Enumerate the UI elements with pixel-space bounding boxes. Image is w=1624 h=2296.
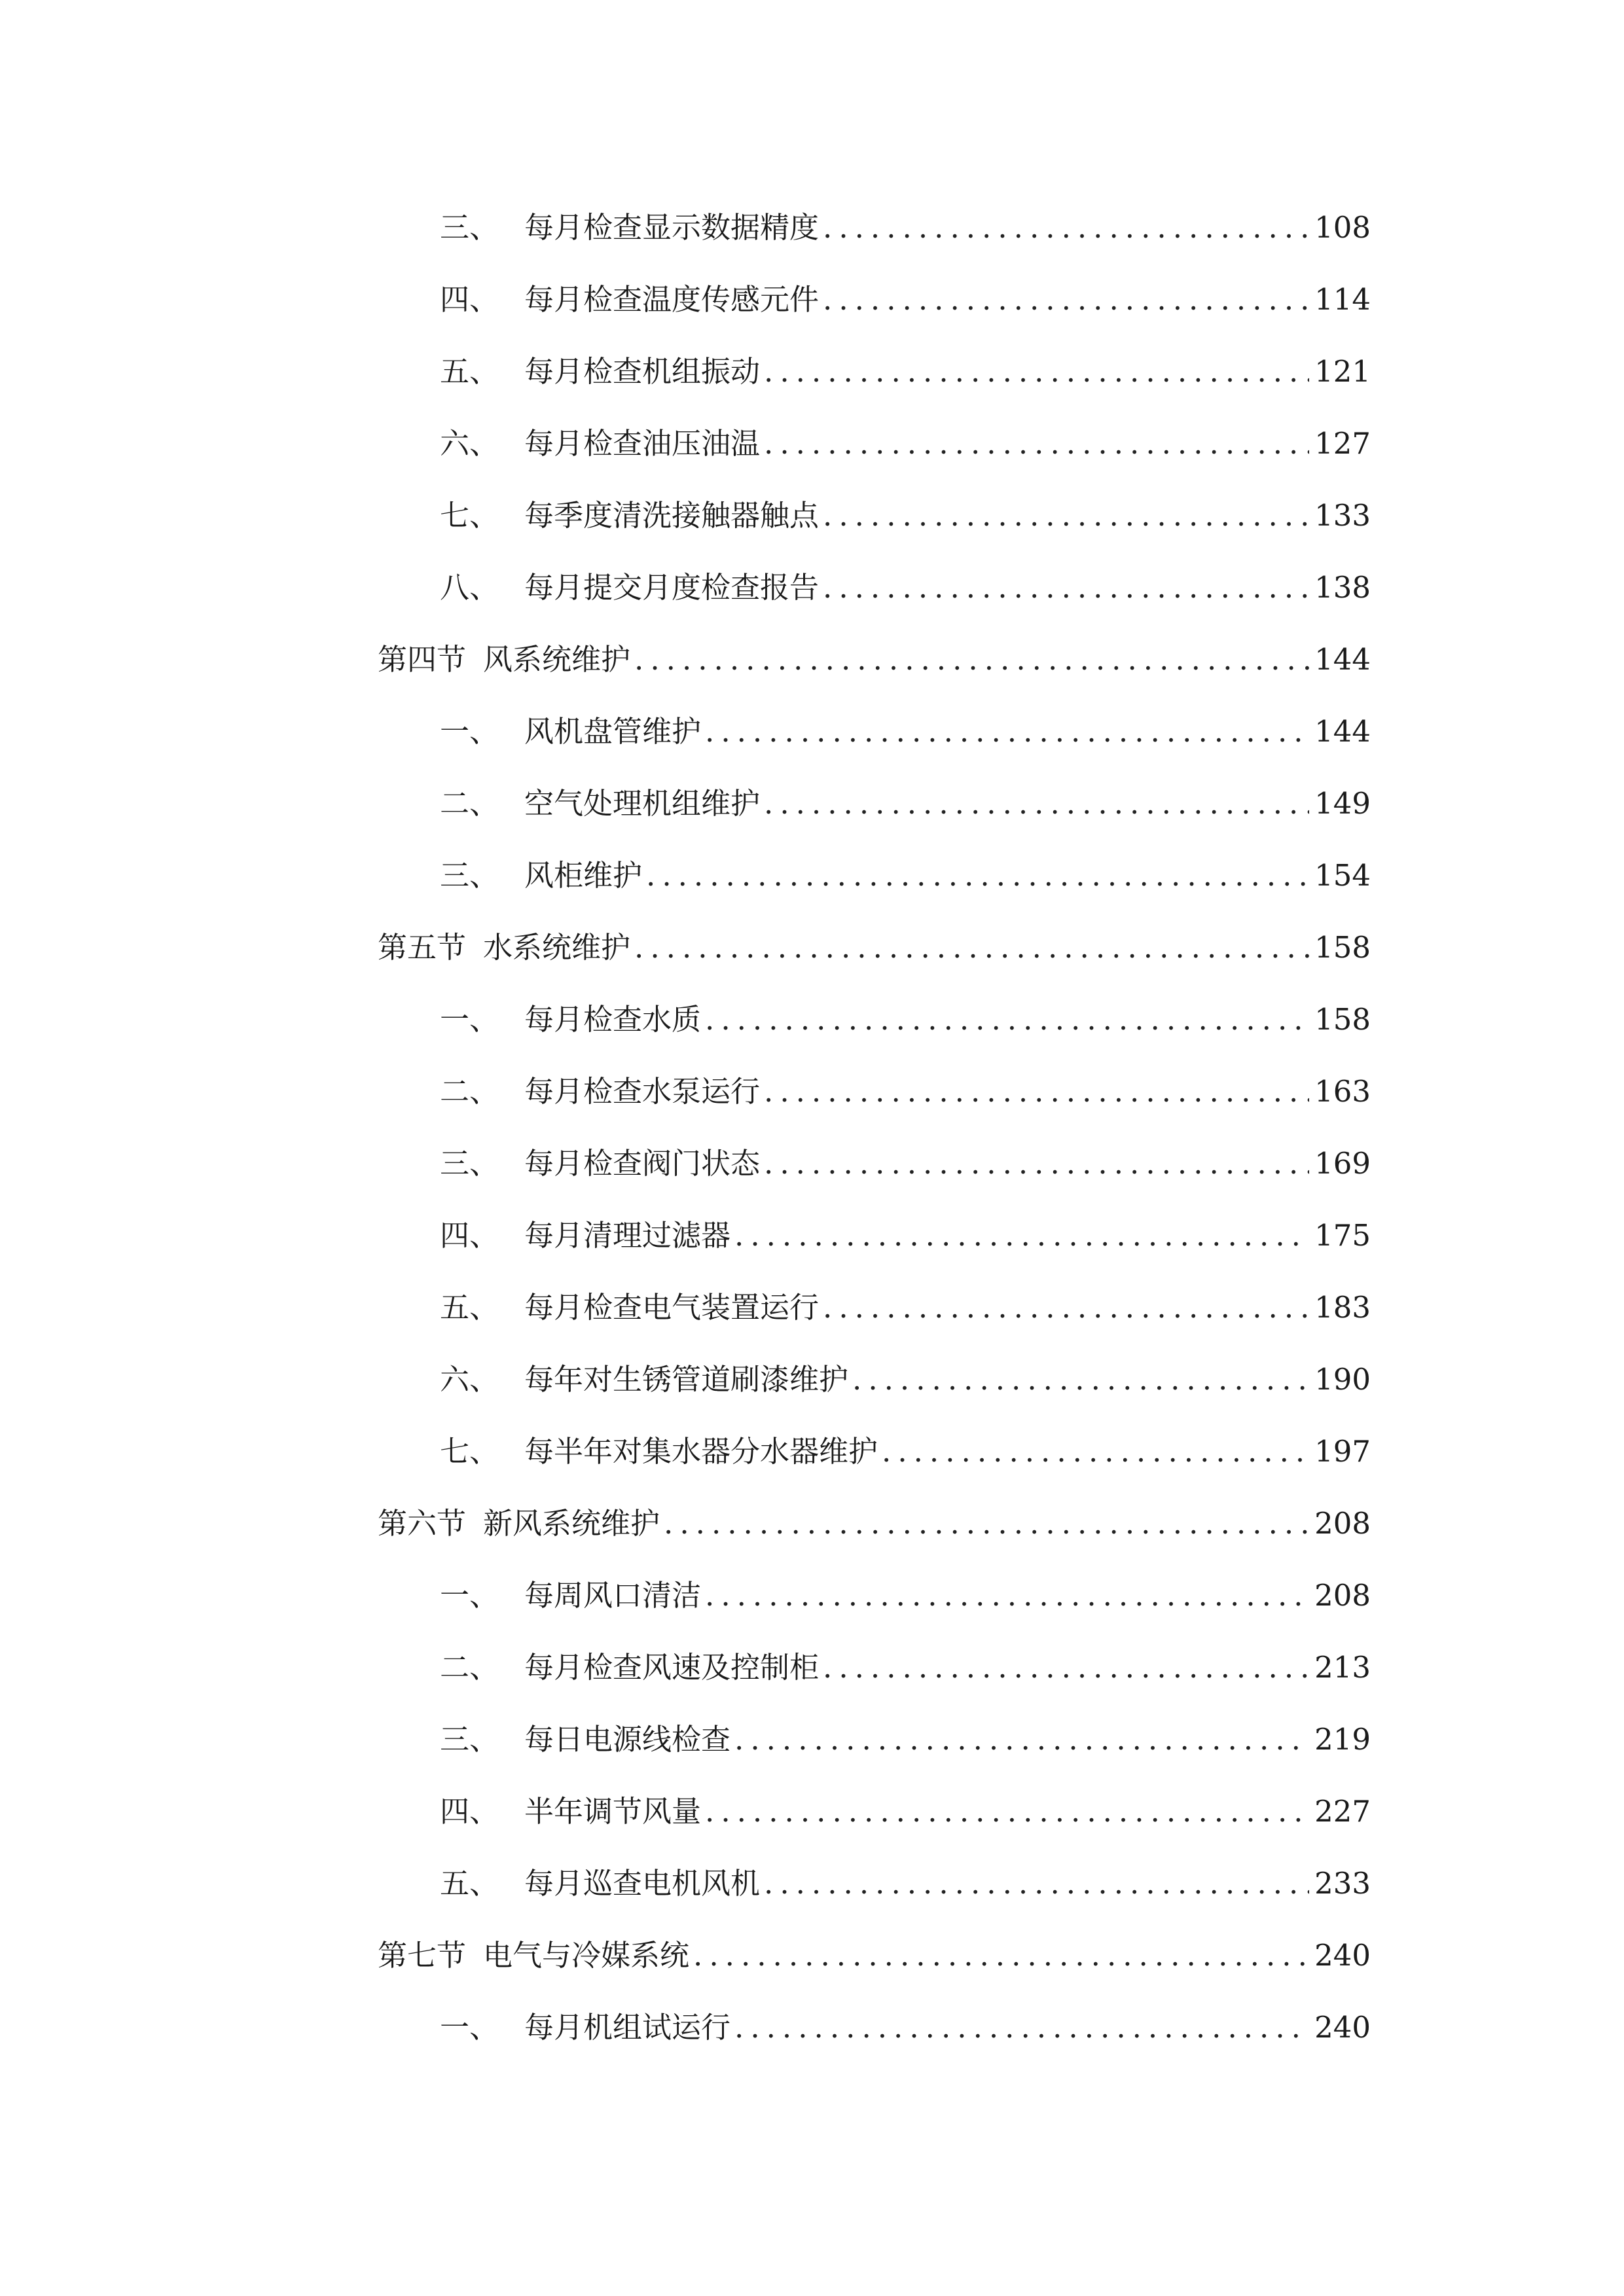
toc-entry-page: 233 [1314, 1866, 1371, 1901]
dot-leader [764, 1848, 1309, 1920]
toc-entry-page: 163 [1314, 1074, 1371, 1109]
dot-leader [823, 552, 1309, 624]
dot-leader [734, 1992, 1309, 2064]
toc-entry-number: 四、 [440, 1218, 499, 1253]
toc-entry-title: 半年调节风量 [524, 1794, 702, 1829]
toc-entry-title: 每月检查风速及控制柜 [524, 1650, 820, 1685]
toc-section-title: 电气与冷媒系统 [483, 1938, 690, 1973]
dot-leader [734, 1200, 1309, 1272]
toc-entry[interactable] [440, 1344, 1371, 1416]
toc-entry-number: 六、 [440, 1362, 499, 1397]
dot-leader [823, 480, 1309, 552]
toc-entry-number: 二、 [440, 1074, 499, 1109]
toc-entry-number: 八、 [440, 570, 499, 605]
toc-entry-page: 114 [1314, 282, 1371, 317]
toc-entry[interactable] [440, 1056, 1371, 1128]
toc-section-entry[interactable] [378, 1488, 1371, 1560]
toc-entry[interactable] [440, 696, 1371, 768]
toc-section-title: 风系统维护 [483, 642, 631, 677]
toc-entry-title: 每月检查油压油温 [524, 426, 761, 461]
toc-entry-page: 219 [1314, 1722, 1371, 1757]
toc-entry[interactable] [440, 1848, 1371, 1920]
toc-entry-title: 每月检查电气装置运行 [524, 1290, 820, 1325]
toc-entry-title: 每月清理过滤器 [524, 1218, 731, 1253]
toc-entry-page: 158 [1314, 1002, 1371, 1037]
toc-entry-title: 每半年对集水器分水器维护 [524, 1434, 878, 1469]
toc-entry-number: 六、 [440, 426, 499, 461]
toc-entry-title: 空气处理机组维护 [524, 786, 761, 821]
dot-leader [705, 1560, 1309, 1632]
toc-entry-title: 每日电源线检查 [524, 1722, 731, 1757]
toc-entry-page: 144 [1314, 642, 1371, 677]
dot-leader [823, 1272, 1309, 1344]
toc-entry[interactable] [440, 480, 1371, 552]
dot-leader [734, 1704, 1309, 1776]
toc-entry-page: 133 [1314, 498, 1371, 533]
toc-entry[interactable] [440, 1704, 1371, 1776]
toc-entry-number: 一、 [440, 714, 499, 749]
toc-entry[interactable] [440, 1632, 1371, 1704]
toc-entry-page: 240 [1314, 2010, 1371, 2045]
toc-entry-page: 197 [1314, 1434, 1371, 1469]
toc-entry-number: 三、 [440, 1146, 499, 1181]
toc-entry-number: 四、 [440, 282, 499, 317]
toc-entry-page: 154 [1314, 858, 1371, 893]
toc-entry-number: 一、 [440, 1578, 499, 1613]
toc-entry-number: 一、 [440, 2010, 499, 2045]
toc-entry-page: 183 [1314, 1290, 1371, 1325]
toc-entry-title: 每月检查阀门状态 [524, 1146, 761, 1181]
toc-entry-number: 三、 [440, 1722, 499, 1757]
toc-entry-page: 208 [1314, 1578, 1371, 1613]
dot-leader [882, 1416, 1309, 1488]
dot-leader [764, 1128, 1309, 1200]
toc-entry-page: 213 [1314, 1650, 1371, 1685]
toc-entry-number: 三、 [440, 210, 499, 245]
dot-leader [693, 1920, 1309, 1992]
toc-entry-number: 五、 [440, 1866, 499, 1901]
toc-entry-title: 每周风口清洁 [524, 1578, 702, 1613]
toc-entry-number: 七、 [440, 498, 499, 533]
toc-entry-title: 每月机组试运行 [524, 2010, 731, 2045]
toc-entry[interactable] [440, 264, 1371, 336]
toc-entry-number: 四、 [440, 1794, 499, 1829]
dot-leader [705, 984, 1309, 1056]
dot-leader [764, 336, 1309, 408]
toc-entry[interactable] [440, 1776, 1371, 1848]
toc-entry[interactable] [440, 1560, 1371, 1632]
toc-entry-page: 144 [1314, 714, 1371, 749]
toc-entry-title: 每季度清洗接触器触点 [524, 498, 820, 533]
toc-section-number: 第七节 [378, 1938, 467, 1973]
toc-entry-page: 127 [1314, 426, 1371, 461]
dot-leader [634, 624, 1309, 696]
toc-entry-title: 每月检查水泵运行 [524, 1074, 761, 1109]
toc-entry-page: 208 [1314, 1506, 1371, 1541]
toc-entry-page: 240 [1314, 1938, 1371, 1973]
toc-section-entry[interactable] [378, 1920, 1371, 1992]
toc-entry-number: 三、 [440, 858, 499, 893]
toc-entry[interactable] [440, 1128, 1371, 1200]
toc-entry-page: 190 [1314, 1362, 1371, 1397]
toc-entry-title: 每月检查水质 [524, 1002, 702, 1037]
toc-entry[interactable] [440, 192, 1371, 264]
toc-entry-title: 风柜维护 [524, 858, 643, 893]
toc-section-number: 第五节 [378, 930, 467, 965]
toc-entry[interactable] [440, 408, 1371, 480]
toc-entry-page: 158 [1314, 930, 1371, 965]
dot-leader [823, 1632, 1309, 1704]
toc-entry-title: 风机盘管维护 [524, 714, 702, 749]
toc-section-number: 第六节 [378, 1506, 467, 1541]
toc-entry-number: 一、 [440, 1002, 499, 1037]
toc-entry-title: 每月检查显示数据精度 [524, 210, 820, 245]
toc-entry-number: 七、 [440, 1434, 499, 1469]
dot-leader [823, 264, 1309, 336]
toc-entry-page: 175 [1314, 1218, 1371, 1253]
toc-entry-title: 每月巡查电机风机 [524, 1866, 761, 1901]
dot-leader [852, 1344, 1309, 1416]
toc-entry[interactable] [440, 984, 1371, 1056]
toc-entry-number: 二、 [440, 1650, 499, 1685]
toc-section-title: 新风系统维护 [483, 1506, 660, 1541]
toc-section-entry[interactable] [378, 624, 1371, 696]
toc-entry-page: 227 [1314, 1794, 1371, 1829]
toc-entry-page: 169 [1314, 1146, 1371, 1181]
dot-leader [664, 1488, 1309, 1560]
toc-entry-page: 138 [1314, 570, 1371, 605]
toc-entry[interactable] [440, 1272, 1371, 1344]
dot-leader [764, 1056, 1309, 1128]
toc-entry[interactable] [440, 840, 1371, 912]
dot-leader [764, 768, 1309, 840]
dot-leader [705, 1776, 1309, 1848]
toc-entry[interactable] [440, 1416, 1371, 1488]
toc-section-title: 水系统维护 [483, 930, 631, 965]
toc-entry-page: 108 [1314, 210, 1371, 245]
toc-entry-page: 121 [1314, 354, 1371, 389]
toc-section-number: 第四节 [378, 642, 467, 677]
toc-entry[interactable] [440, 1992, 1371, 2064]
toc-entry-title: 每月检查温度传感元件 [524, 282, 820, 317]
toc-entry-number: 五、 [440, 354, 499, 389]
dot-leader [764, 408, 1309, 480]
toc-entry[interactable] [440, 768, 1371, 840]
toc-entry-title: 每年对生锈管道刷漆维护 [524, 1362, 849, 1397]
dot-leader [634, 912, 1309, 984]
toc-section-entry[interactable] [378, 912, 1371, 984]
toc-entry[interactable] [440, 336, 1371, 408]
toc-entry[interactable] [440, 552, 1371, 624]
dot-leader [705, 696, 1309, 768]
toc-entry-number: 五、 [440, 1290, 499, 1325]
toc-entry-page: 149 [1314, 786, 1371, 821]
toc-entry[interactable] [440, 1200, 1371, 1272]
toc-entry-title: 每月检查机组振动 [524, 354, 761, 389]
toc-entry-title: 每月提交月度检查报告 [524, 570, 820, 605]
dot-leader [823, 192, 1309, 264]
dot-leader [646, 840, 1309, 912]
toc-entry-number: 二、 [440, 786, 499, 821]
